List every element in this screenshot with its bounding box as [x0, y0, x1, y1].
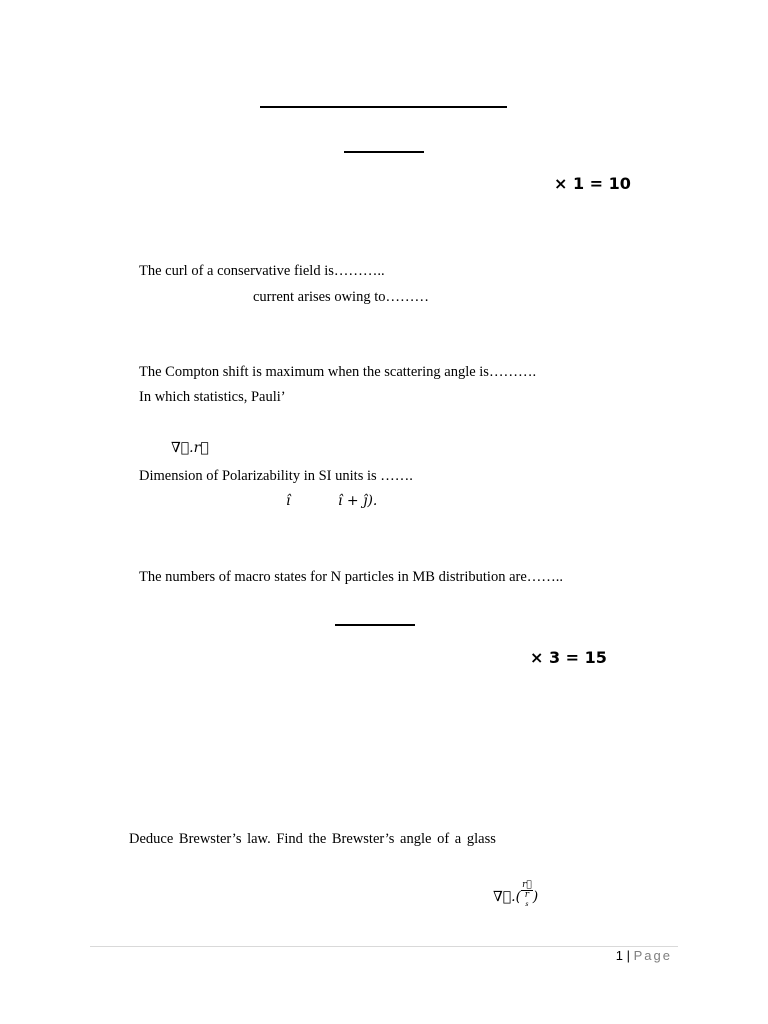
question-6: Dimension of Polarizability in SI units is ……. [139, 468, 413, 484]
footer-separator: | [623, 948, 634, 963]
footer-divider [90, 946, 678, 947]
question-4: In which statistics, Pauli’ [139, 389, 286, 405]
page-number: 1 [615, 948, 624, 963]
question-10-math [493, 881, 538, 913]
q10-fraction [521, 881, 533, 913]
section-b-marks: × 3 = 15 [530, 648, 607, 667]
question-5-math: ∇⃗.r⃗ [171, 440, 209, 456]
q10-suffix: ) [532, 889, 539, 905]
question-7-math-b: î + ĵ). [338, 493, 378, 509]
section-a-marks: × 1 = 10 [554, 174, 631, 193]
q10-prefix: ∇⃗.( [493, 889, 522, 905]
title-underline [260, 106, 507, 108]
question-1: The curl of a conservative field is……….. [139, 263, 385, 279]
section-b-underline [335, 624, 415, 626]
subtitle-underline [344, 151, 424, 153]
question-8: The numbers of macro states for N particles in MB distribution are…….. [139, 569, 564, 585]
q10-denominator: r $^s$ [524, 890, 530, 908]
q10-numerator: r⃗ [522, 880, 532, 890]
question-3: The Compton shift is maximum when the scattering angle is………. [139, 364, 537, 380]
question-9: Deduce Brewster’s law. Find the Brewster’s angle of a glass [129, 831, 496, 847]
page-label: Page [633, 948, 672, 963]
page-footer [616, 948, 672, 963]
question-2: current arises owing to……… [253, 289, 429, 305]
question-7-math-a: î [286, 493, 291, 509]
